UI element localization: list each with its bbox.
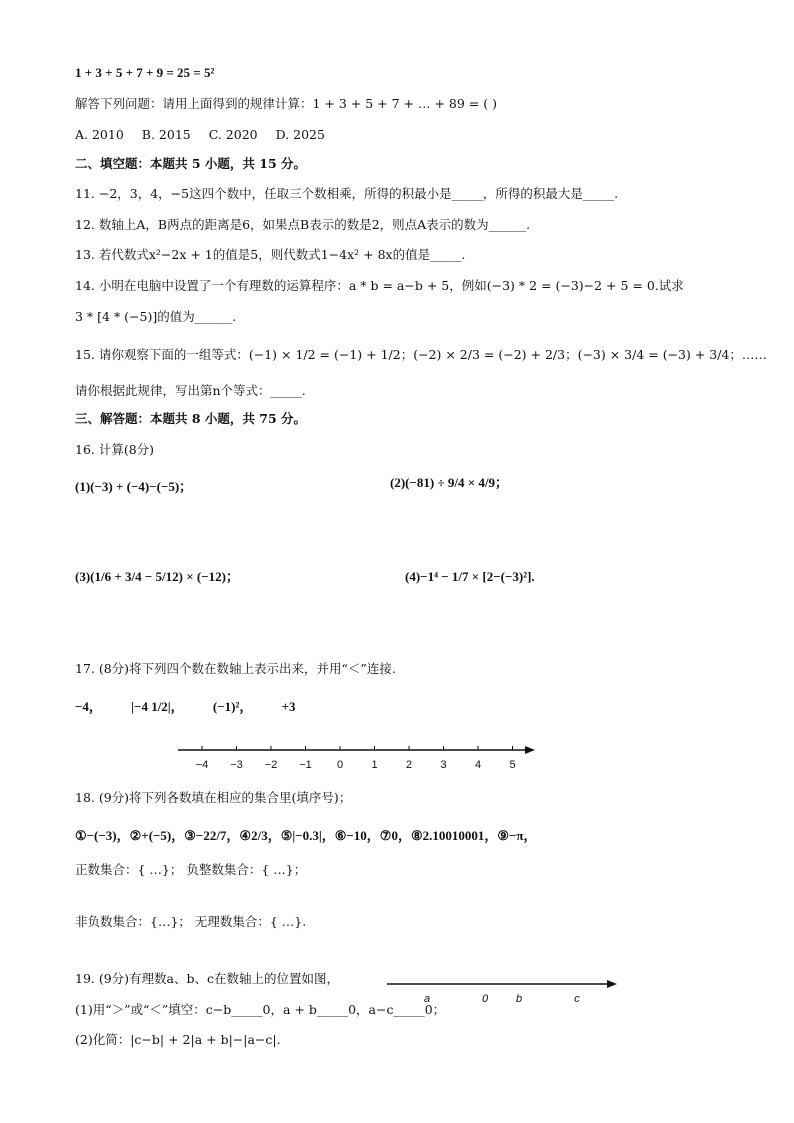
question-19: 19. (9分)有理数a、b、c在数轴上的位置如图， bbox=[75, 971, 340, 986]
question-15-line1: 15. 请你观察下面的一组等式：(−1) × 1/2 = (−1) + 1/2；(−2) × 2/3 = (−2) + 2/3；(−3) × 3/4 = (−3) + 3/4；…… bbox=[75, 347, 767, 362]
axis-point-label: a bbox=[423, 993, 431, 1005]
q17-number: |−4 1/2|， bbox=[131, 699, 184, 714]
question-16-part1: (1)(−3) + (−4)−(−5)； bbox=[75, 479, 193, 494]
question-14-line2: 3 * [4 * (−5)]的值为______. bbox=[75, 309, 237, 324]
axis-point-label: b bbox=[515, 993, 523, 1005]
line-question-prompt: 解答下列问题：请用上面得到的规律计算：1 + 3 + 5 + 7 + … + 89 = ( ) bbox=[75, 96, 497, 111]
axis-arrow bbox=[607, 980, 617, 988]
question-16-part2: (2)(−81) ÷ 9/4 × 4/9； bbox=[390, 475, 508, 490]
axis-tick-label: −3 bbox=[230, 759, 243, 771]
question-18-sets-line1: 正数集合：{ …}； 负整数集合：{ …}； bbox=[75, 862, 307, 877]
question-12: 12. 数轴上A，B两点的距离是6，如果点B表示的数是2，则点A表示的数为______. bbox=[75, 217, 531, 232]
axis-tick-label: −2 bbox=[264, 759, 278, 771]
axis-point-label: c bbox=[574, 993, 580, 1005]
axis-arrow bbox=[525, 746, 535, 754]
question-19-part2: (2)化简：|c−b| + 2|a + b|−|a−c|. bbox=[75, 1032, 281, 1047]
question-15-line2: 请你根据此规律，写出第n个等式：_____. bbox=[75, 383, 306, 398]
question-17-numbers bbox=[75, 698, 296, 716]
question-14-line1: 14. 小明在电脑中设置了一个有理数的运算程序：a * b = a−b + 5，例如(−3) * 2 = (−3)−2 + 5 = 0.试求 bbox=[75, 278, 684, 293]
question-11: 11. −2，3，4，−5这四个数中，任取三个数相乘，所得的积最小是_____，所得的积最大是_____. bbox=[75, 186, 619, 201]
question-18-items: ①−(−3)，②+(−5)，③−22/7，④2/3，⑤|−0.3|，⑥−10，⑦0，⑧2.10010001，⑨−π， bbox=[75, 828, 537, 843]
axis-tick-label: 4 bbox=[474, 759, 482, 771]
axis-tick-label: −1 bbox=[299, 759, 312, 771]
section-fill-heading: 二、填空题：本题共 5 小题，共 15 分。 bbox=[75, 156, 307, 171]
axis-tick-label: 3 bbox=[440, 759, 447, 771]
axis-tick-label: 0 bbox=[336, 759, 344, 771]
axis-tick-label: 5 bbox=[509, 759, 516, 771]
question-18-sets-line2: 非负数集合：{…}； 无理数集合：{ …}. bbox=[75, 914, 307, 929]
number-line-q19 bbox=[385, 968, 625, 1008]
question-19-part1: (1)用“＞”或“＜”填空：c−b_____0，a + b_____0，a−c_____0； bbox=[75, 1002, 446, 1017]
choice-c[interactable]: C. 2020 bbox=[208, 127, 258, 142]
q17-number: (−1)²， bbox=[212, 699, 253, 714]
axis-tick-label: −4 bbox=[195, 759, 209, 771]
question-18: 18. (9分)将下列各数填在相应的集合里(填序号)； bbox=[75, 790, 352, 805]
choices-row bbox=[75, 126, 339, 144]
question-13: 13. 若代数式x²−2x + 1的值是5，则代数式1−4x² + 8x的值是_____. bbox=[75, 247, 466, 262]
question-16-part4: (4)−1⁴ − 1/7 × [2−(−3)²]. bbox=[405, 569, 535, 584]
axis-tick-label: 2 bbox=[405, 759, 413, 771]
section-answer-heading: 三、解答题：本题共 8 小题，共 75 分。 bbox=[75, 411, 307, 426]
q17-number: −4， bbox=[75, 699, 102, 714]
question-16-part3: (3)(1/6 + 3/4 − 5/12) × (−12)； bbox=[75, 569, 239, 584]
choice-a[interactable]: A. 2010 bbox=[75, 127, 124, 142]
axis-point-label: 0 bbox=[481, 993, 489, 1005]
number-line-q17 bbox=[170, 738, 540, 774]
q17-number: +3 bbox=[281, 699, 296, 714]
axis-tick-label: 1 bbox=[371, 759, 378, 771]
question-17: 17. (8分)将下列四个数在数轴上表示出来，并用“＜”连接. bbox=[75, 661, 396, 676]
choice-d[interactable]: D. 2025 bbox=[275, 127, 325, 142]
question-16-heading: 16. 计算(8分) bbox=[75, 442, 155, 457]
choice-b[interactable]: B. 2015 bbox=[141, 127, 191, 142]
line-pattern: 1 + 3 + 5 + 7 + 9 = 25 = 5² bbox=[75, 65, 215, 80]
